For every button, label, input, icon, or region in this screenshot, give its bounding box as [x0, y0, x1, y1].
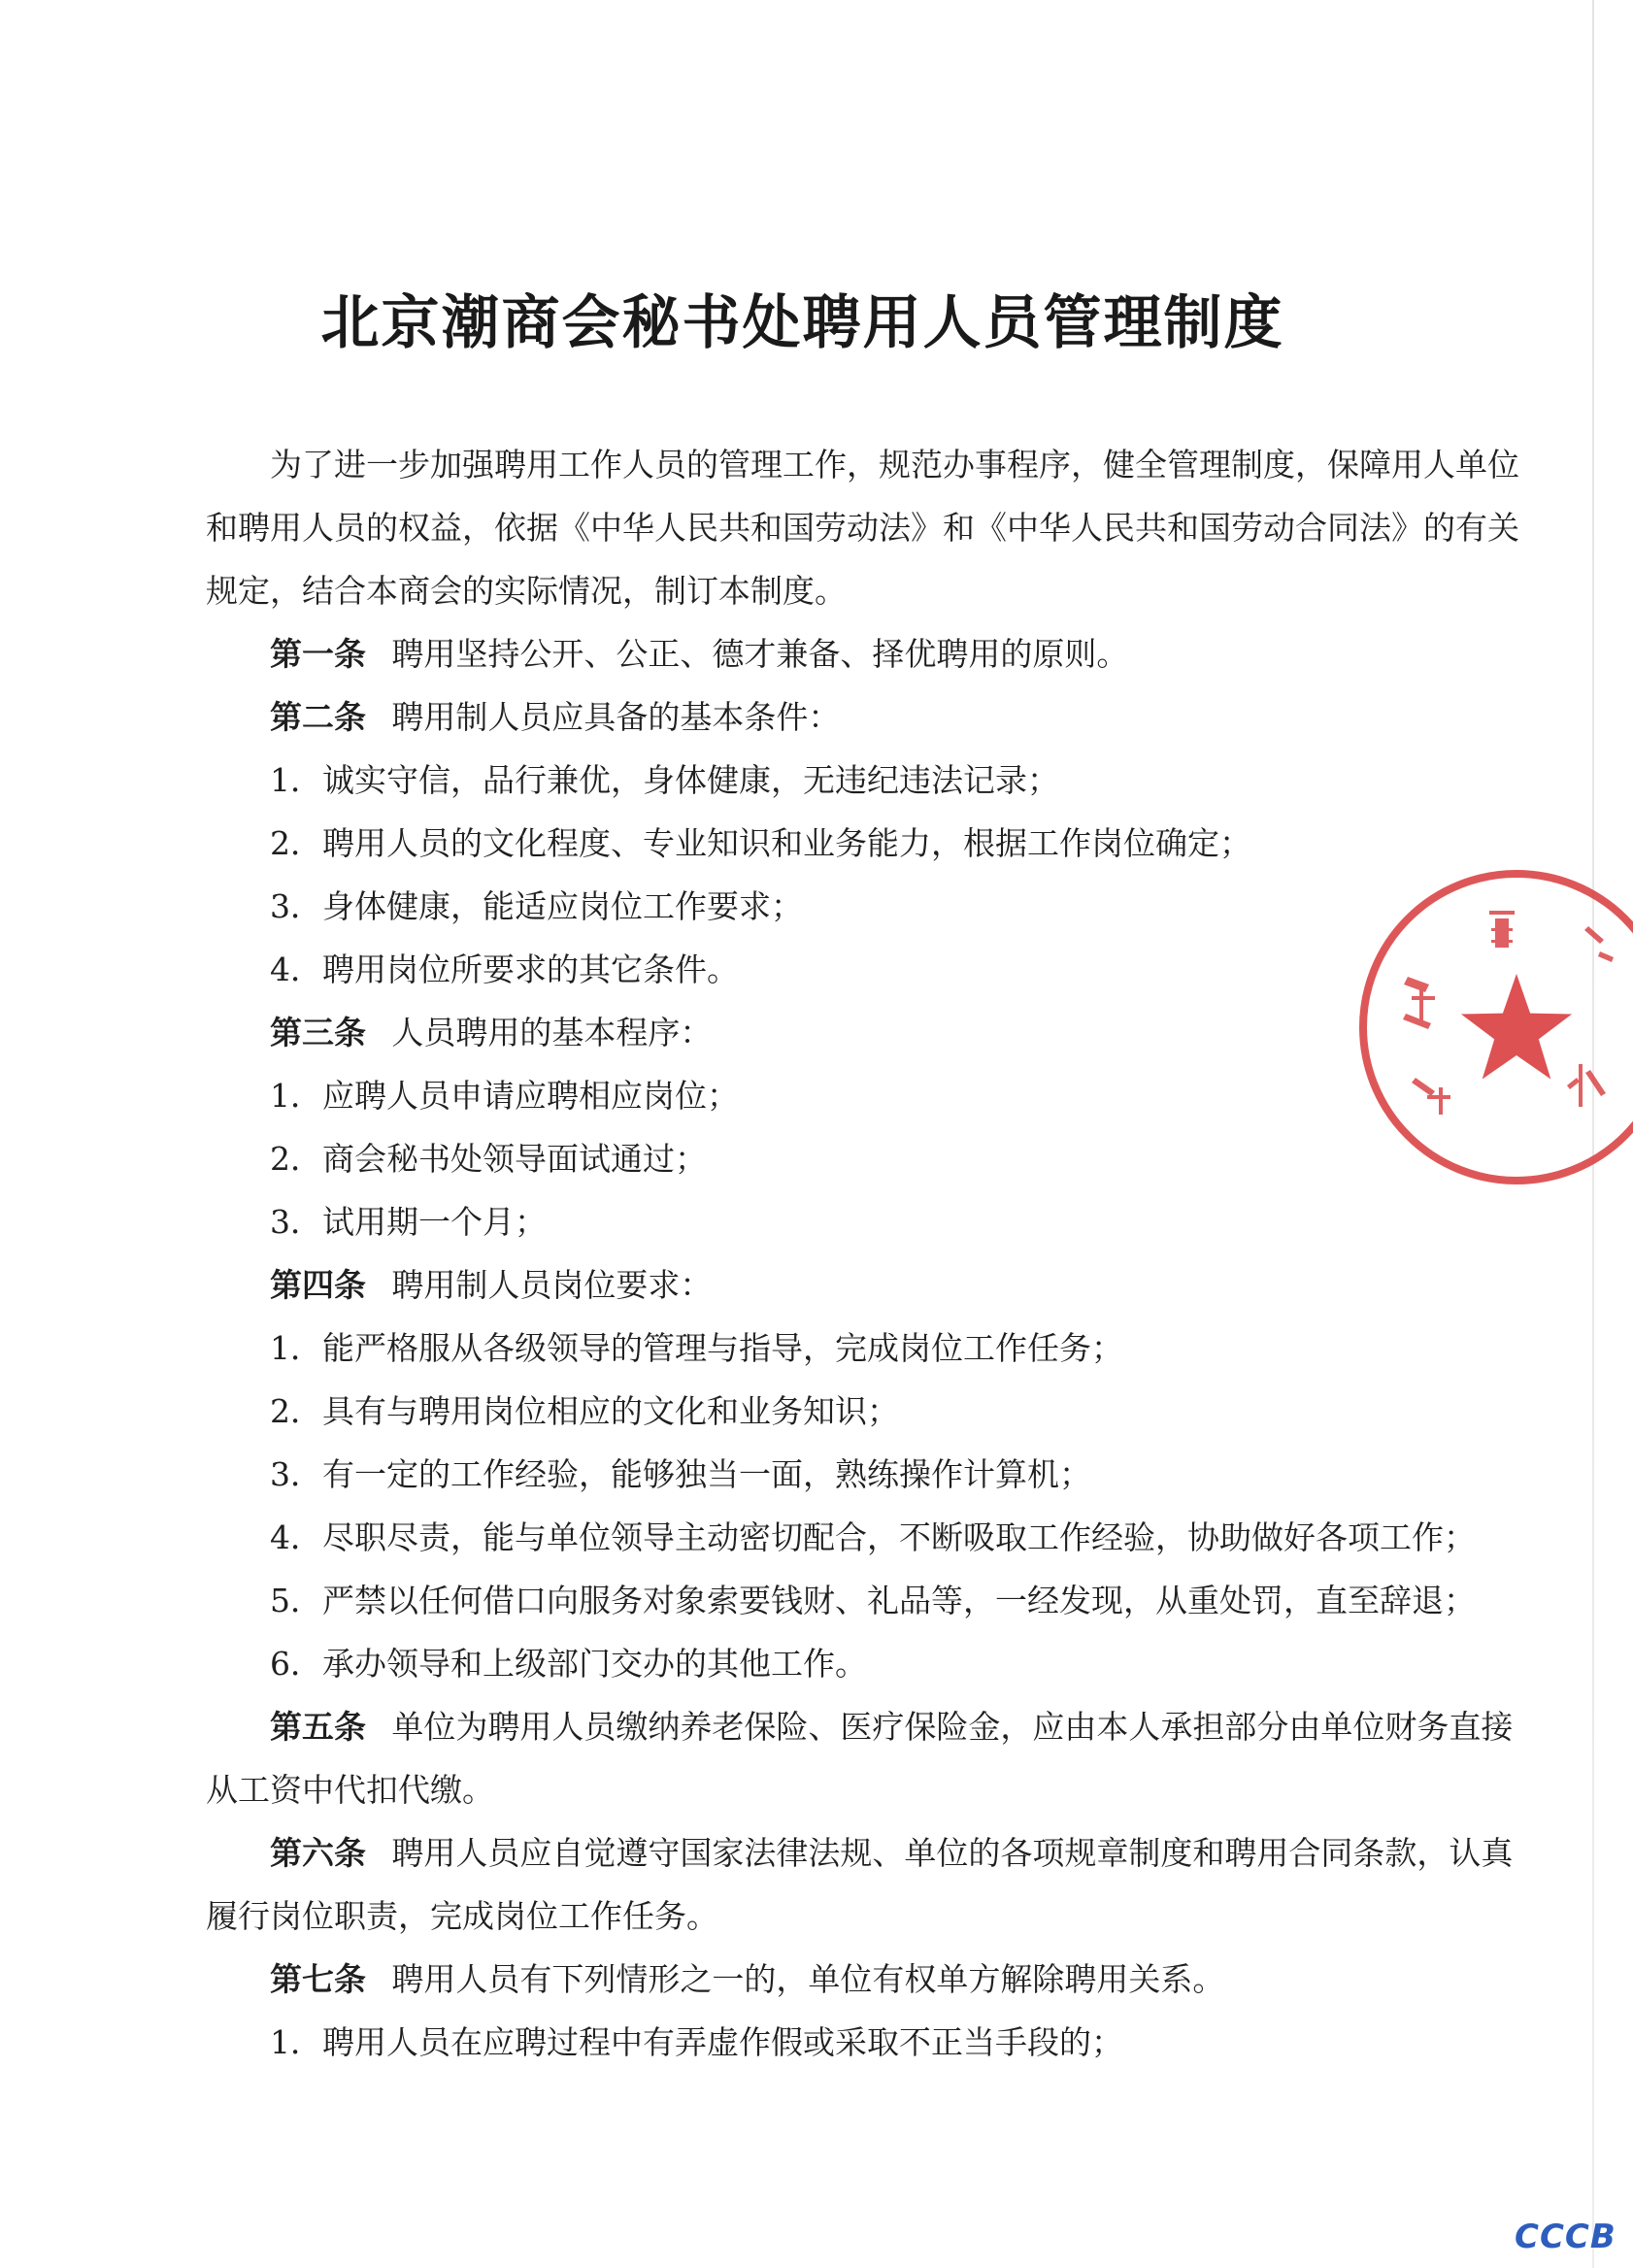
article-label: 第五条 [270, 1708, 366, 1746]
cccb-logo: CCCB [1515, 2218, 1616, 2256]
list-item: 1．应聘人员申请应聘相应岗位； [270, 1077, 739, 1115]
list-item: 2．商会秘书处领导面试通过； [270, 1140, 707, 1178]
list-item: 2．具有与聘用岗位相应的文化和业务知识； [270, 1392, 899, 1430]
article-6-cont: 履行岗位职责，完成岗位工作任务。 [206, 1897, 718, 1935]
list-item: 6．承办领导和上级部门交办的其他工作。 [270, 1645, 867, 1683]
intro-line: 为了进一步加强聘用工作人员的管理工作，规范办事程序，健全管理制度，保障用人单位 [270, 446, 1519, 484]
article-4 [206, 1253, 1458, 1317]
list-item: 3．有一定的工作经验，能够独当一面，熟练操作计算机； [270, 1455, 1091, 1493]
list-item: 4．聘用岗位所要求的其它条件。 [270, 951, 739, 988]
article-label: 第七条 [270, 1960, 366, 1998]
document-title: 北京潮商会秘书处聘用人员管理制度 [320, 289, 1284, 357]
list-item: 5．严禁以任何借口向服务对象索要钱财、礼品等，一经发现，从重处罚，直至辞退； [270, 1582, 1476, 1619]
list-item: 2．聘用人员的文化程度、专业知识和业务能力，根据工作岗位确定； [270, 824, 1251, 862]
article-5-cont: 从工资中代扣代缴。 [206, 1771, 494, 1809]
article-text: 人员聘用的基本程序： [391, 1014, 713, 1051]
article-2 [206, 685, 1458, 749]
article-text: 聘用制人员岗位要求： [391, 1266, 713, 1304]
article-text: 单位为聘用人员缴纳养老保险、医疗保险金，应由本人承担部分由单位财务直接 [391, 1708, 1514, 1746]
list-item: 3．身体健康，能适应岗位工作要求； [270, 887, 803, 925]
article-6 [206, 1821, 1514, 1884]
article-text: 聘用制人员应具备的基本条件： [391, 698, 841, 736]
article-label: 第四条 [270, 1266, 366, 1304]
article-5 [206, 1695, 1514, 1758]
article-3 [206, 1001, 1458, 1064]
article-text: 聘用坚持公开、公正、德才兼备、择优聘用的原则。 [391, 635, 1129, 673]
article-text: 聘用人员应自觉遵守国家法律法规、单位的各项规章制度和聘用合同条款，认真 [391, 1834, 1514, 1872]
article-label: 第二条 [270, 698, 366, 736]
list-item: 1．诚实守信，品行兼优，身体健康，无违纪违法记录； [270, 761, 1059, 799]
article-label: 第六条 [270, 1834, 366, 1872]
article-text: 聘用人员有下列情形之一的，单位有权单方解除聘用关系。 [391, 1960, 1225, 1998]
article-label: 第一条 [270, 635, 366, 673]
intro-line: 规定，结合本商会的实际情况，制订本制度。 [206, 572, 847, 610]
official-seal [1351, 862, 1633, 1192]
star-icon [1461, 974, 1572, 1080]
list-item: 3．试用期一个月； [270, 1203, 547, 1241]
list-item: 4．尽职尽责，能与单位领导主动密切配合，不断吸取工作经验，协助做好各项工作； [270, 1518, 1476, 1556]
list-item: 1．能严格服从各级领导的管理与指导，完成岗位工作任务； [270, 1329, 1123, 1367]
intro-line: 和聘用人员的权益，依据《中华人民共和国劳动法》和《中华人民共和国劳动合同法》的有关 [206, 509, 1519, 547]
list-item: 1．聘用人员在应聘过程中有弄虚作假或采取不正当手段的； [270, 2023, 1123, 2061]
document-body [206, 433, 1519, 2074]
article-7 [206, 1948, 1458, 2011]
article-label: 第三条 [270, 1014, 366, 1051]
article-1 [206, 622, 1458, 685]
